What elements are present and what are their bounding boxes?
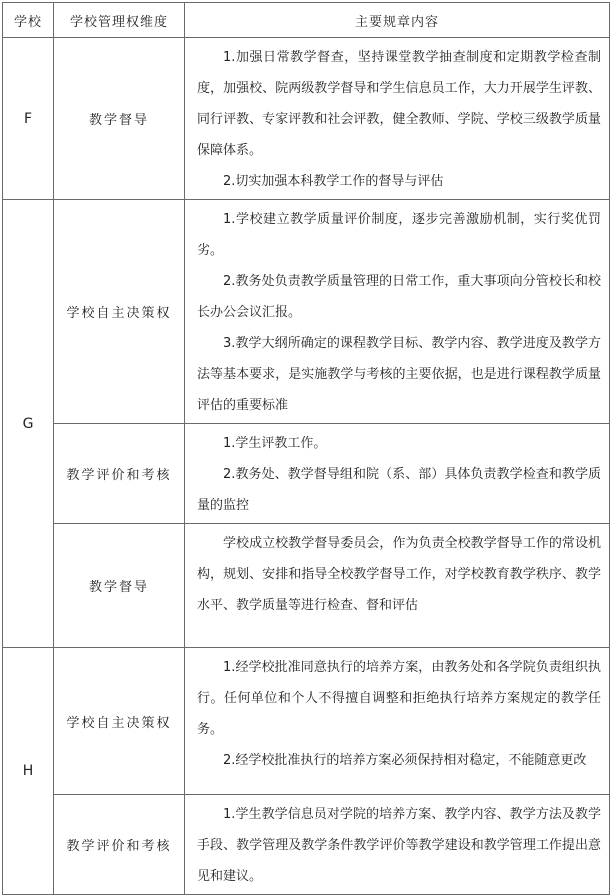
content-paragraph: 3.教学大纲所确定的课程教学目标、教学内容、教学进度及教学方法等基本要求，是实施教学与考核的主要依据，也是进行课程教学质量评估的重要标准: [197, 336, 601, 413]
header-content: 主要规章内容: [185, 3, 610, 38]
content-paragraph: 1.加强日常教学督查，坚持课堂教学抽查制度和定期教学检查制度，加强校、院两级教学督导和学生信息员工作，大力开展学生评教、同行评教、专家评教和社会评教，健全教师、学院、学校三级教学质量保障体系。: [197, 50, 601, 158]
table-row: [3, 38, 610, 200]
content-paragraph: 2.教务处、教学督导组和院（系、部）具体负责教学检查和教学质量的监控: [197, 467, 601, 513]
school-cell-g: G: [3, 200, 54, 648]
school-cell-h: H: [3, 648, 54, 895]
content-cell: [185, 795, 610, 895]
school-cell-f: F: [3, 38, 54, 200]
content-cell: [185, 424, 610, 524]
header-row: [3, 3, 610, 38]
content-paragraph: 2.切实加强本科教学工作的督导与评估: [223, 174, 444, 189]
regulations-table: [2, 2, 610, 895]
dimension-cell: 学校自主决策权: [54, 648, 185, 795]
dimension-cell: 教学督导: [54, 524, 185, 648]
header-dimension: 学校管理权维度: [54, 3, 185, 38]
content-cell: [185, 200, 610, 424]
content-cell: [185, 648, 610, 795]
dimension-cell: 学校自主决策权: [54, 200, 185, 424]
content-paragraph: 2.经学校批准执行的培养方案必须保持相对稳定，不能随意更改: [223, 753, 587, 768]
table-row: [3, 424, 610, 524]
table-row: [3, 524, 610, 648]
content-paragraph: 2.教务处负责教学质量管理的日常工作，重大事项向分管校长和校长办公会议汇报。: [197, 274, 601, 320]
content-cell: [185, 38, 610, 200]
content-cell: [185, 524, 610, 648]
content-paragraph: 1.学生教学信息员对学院的培养方案、教学内容、教学方法及教学手段、教学管理及教学条件教学评价等教学建设和教学管理工作提出意见和建议。: [197, 807, 601, 884]
content-paragraph: 1.学校建立教学质量评价制度，逐步完善激励机制，实行奖优罚劣。: [197, 212, 601, 258]
dimension-cell: 教学评价和考核: [54, 424, 185, 524]
dimension-cell: 教学督导: [54, 38, 185, 200]
content-paragraph: 学校成立校教学督导委员会，作为负责全校教学督导工作的常设机构，规划、安排和指导全校教学督导工作，对学校教育教学秩序、教学水平、教学质量等进行检查、督和评估: [197, 536, 601, 613]
content-paragraph: 1.经学校批准同意执行的培养方案，由教务处和各学院负责组织执行。任何单位和个人不得擅自调整和拒绝执行培养方案规定的教学任务。: [197, 660, 601, 737]
header-school: 学校: [3, 3, 54, 38]
content-paragraph: 1.学生评教工作。: [223, 436, 327, 451]
table-row: [3, 648, 610, 795]
dimension-cell: 教学评价和考核: [54, 795, 185, 895]
table-row: [3, 200, 610, 424]
table-row: [3, 795, 610, 895]
